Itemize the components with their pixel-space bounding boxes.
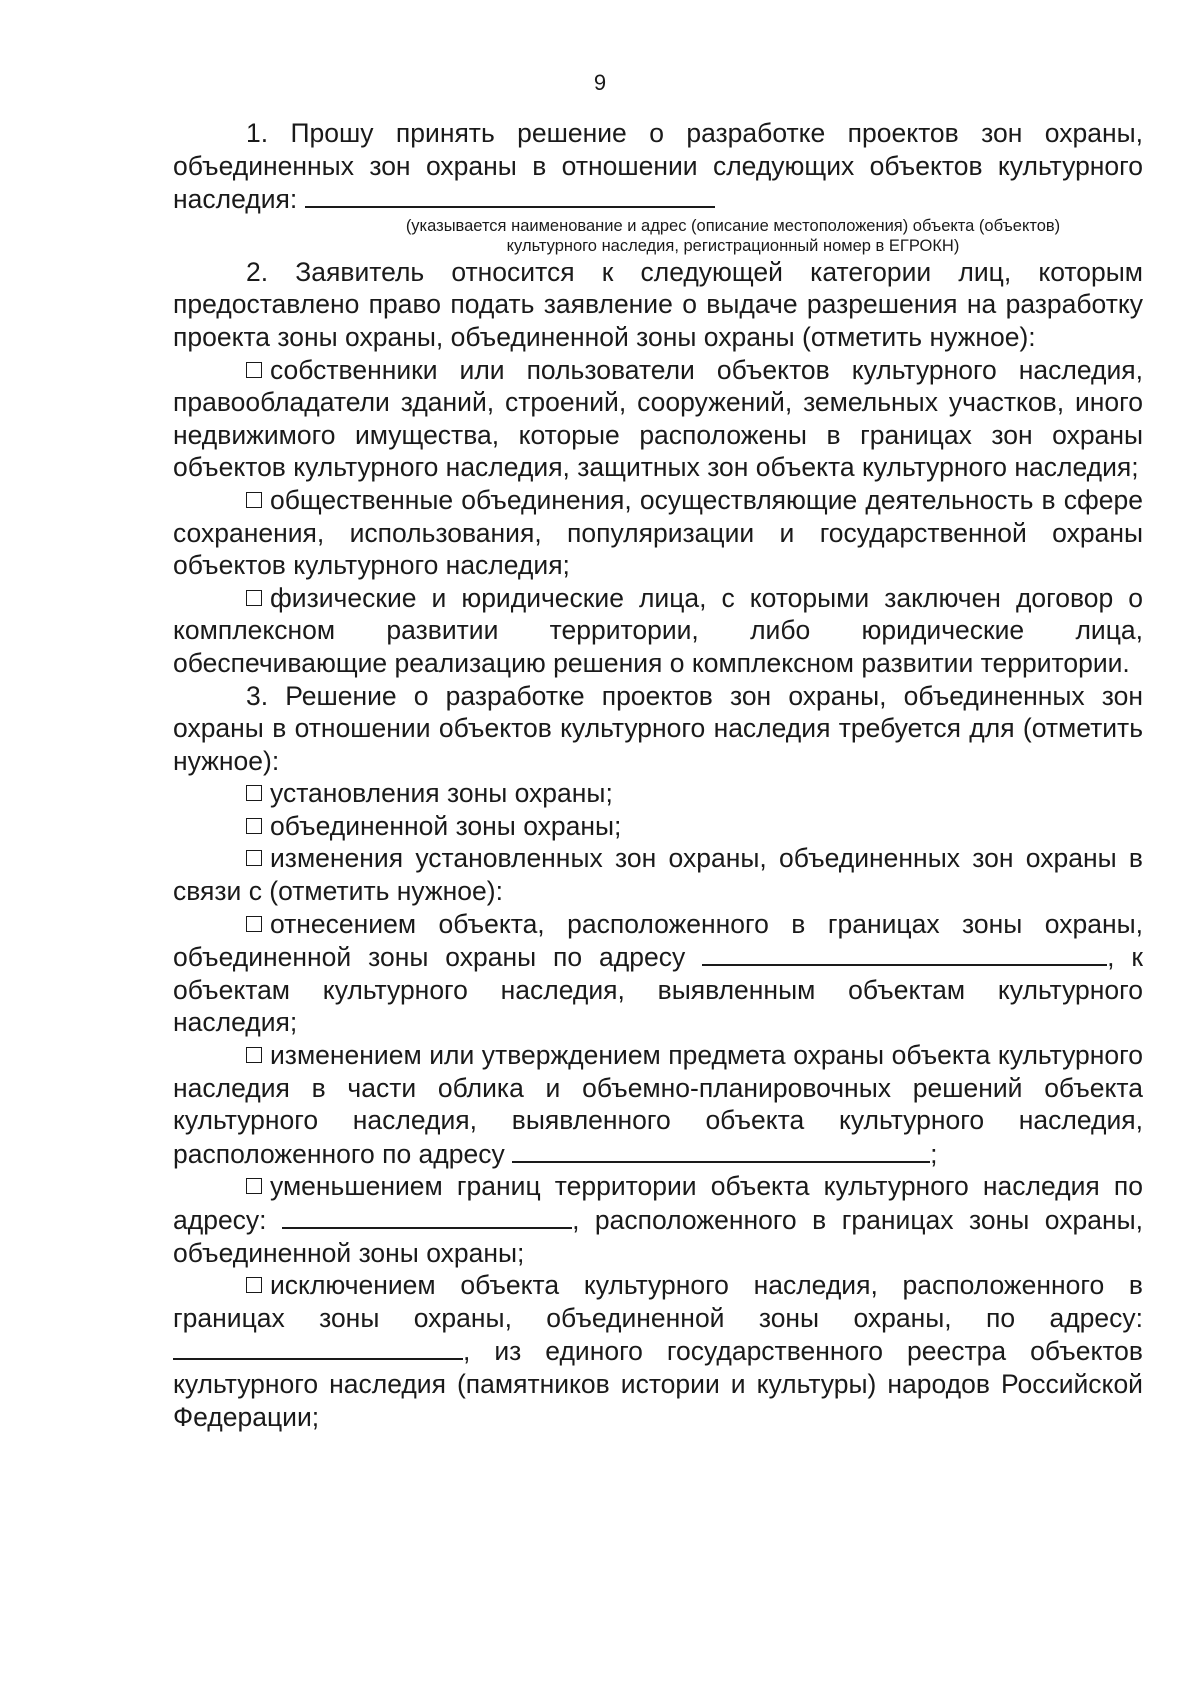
checkbox-subject[interactable]: [246, 1047, 262, 1063]
purpose-option-change: [173, 842, 1143, 907]
paragraph-2: [173, 256, 1143, 354]
paragraph-3: [173, 680, 1143, 778]
applicant-option-associations-label: общественные объединения, осуществляющие деятельность в сфере сохранения, использования, популяризации и государственной охраны объектов культурного наследия;: [173, 484, 1143, 581]
applicant-option-owners: [173, 354, 1143, 484]
applicant-option-developers-label: физические и юридические лица, с которыми заключен договор о комплексном развитии территории, либо юридические лица, обеспечивающие реализацию решения о комплексном развитии территории.: [173, 582, 1143, 678]
field-hint: [373, 216, 1093, 256]
checkbox-attribution[interactable]: [246, 916, 262, 932]
reason-option-attribution-text-b: ,: [1107, 942, 1115, 973]
purpose-option-united: [173, 810, 1143, 843]
paragraph-1-text: 1. Прошу принять решение о разработке проектов зон охраны, объединенных зон охраны в отношении следующих объектов культурного наследия:: [173, 118, 1143, 215]
checkbox-establish[interactable]: [246, 785, 262, 801]
checkbox-reduce[interactable]: [246, 1178, 262, 1194]
checkbox-associations[interactable]: [246, 492, 262, 508]
applicant-option-developers: [173, 582, 1143, 680]
field-hint-line-1: (указывается наименование и адрес (описание местоположения) объекта (объектов): [405, 216, 1061, 235]
field-hint-line-2: культурного наследия, регистрационный номер в ЕГРОКН): [506, 236, 960, 255]
checkbox-change[interactable]: [246, 850, 262, 866]
address-field-subject[interactable]: [512, 1137, 930, 1163]
purpose-option-establish-label: установления зоны охраны;: [270, 778, 613, 809]
reason-option-reduce-text-a: уменьшением границ территории объекта культурного наследия по адресу:: [173, 1171, 1143, 1235]
reason-option-attribution-text-a: отнесением объекта, расположенного в границах зоны охраны, объединенной зоны охраны по адресу: [173, 908, 1143, 973]
reason-option-reduce-text-b: , расположенного в границах зоны охраны, объединенной зоны охраны;: [173, 1205, 1143, 1268]
checkbox-owners[interactable]: [246, 362, 262, 378]
paragraph-1: [173, 117, 1143, 216]
document-body: [173, 117, 1143, 1433]
object-name-field[interactable]: [305, 182, 715, 208]
checkbox-united[interactable]: [246, 818, 262, 834]
purpose-option-change-label: изменения установленных зон охраны, объединенных зон охраны в связи с (отметить нужное):: [173, 843, 1143, 907]
address-field-reduce[interactable]: [282, 1203, 572, 1229]
reason-option-subject-text-a: изменением или утверждением предмета охраны объекта культурного наследия в части облика и объемно-планировочных решений объекта культурного наследия, выявленного объекта культурного наследия, расположенного по адресу: [173, 1040, 1143, 1169]
checkbox-exclude[interactable]: [246, 1277, 262, 1293]
reason-option-exclude-text-b: , из единого государственного реестра объектов культурного наследия (памятников истории и культуры) народов Российской Федерации;: [173, 1336, 1143, 1432]
reason-option-attribution-text-c: к объектам культурного наследия, выявленным объектам культурного наследия;: [173, 942, 1143, 1038]
reason-option-subject: [173, 1039, 1143, 1170]
reason-option-reduce: [173, 1170, 1143, 1269]
address-field-exclude[interactable]: [173, 1334, 463, 1360]
reason-option-subject-text-b: ;: [930, 1138, 938, 1169]
paragraph-3-text: 3. Решение о разработке проектов зон охраны, объединенных зон охраны в отношении объектов культурного наследия требуется для (отметить нужное):: [173, 680, 1143, 776]
checkbox-developers[interactable]: [246, 590, 262, 606]
page-number: 9: [593, 70, 607, 95]
reason-option-exclude-text-a: исключением объекта культурного наследия, расположенного в границах зоны охраны, объединенной зоны охраны, по адресу:: [173, 1270, 1143, 1333]
applicant-option-owners-label: собственники или пользователи объектов культурного наследия, правообладатели зданий, строений, сооружений, земельных участков, иного недвижимого имущества, которые расположены в границах зон охраны объектов культурного наследия, защитных зон объекта культурного наследия;: [173, 354, 1143, 483]
reason-option-attribution: [173, 908, 1143, 1039]
reason-option-exclude: [173, 1269, 1143, 1433]
address-field-attribution[interactable]: [702, 940, 1107, 966]
applicant-option-associations: [173, 484, 1143, 582]
purpose-option-united-label: объединенной зоны охраны;: [270, 810, 622, 841]
paragraph-2-text: 2. Заявитель относится к следующей категории лиц, которым предоставлено право подать заявление о выдаче разрешения на разработку проекта зоны охраны, объединенной зоны охраны (отметить нужное):: [173, 256, 1143, 352]
purpose-option-establish: [173, 777, 1143, 810]
